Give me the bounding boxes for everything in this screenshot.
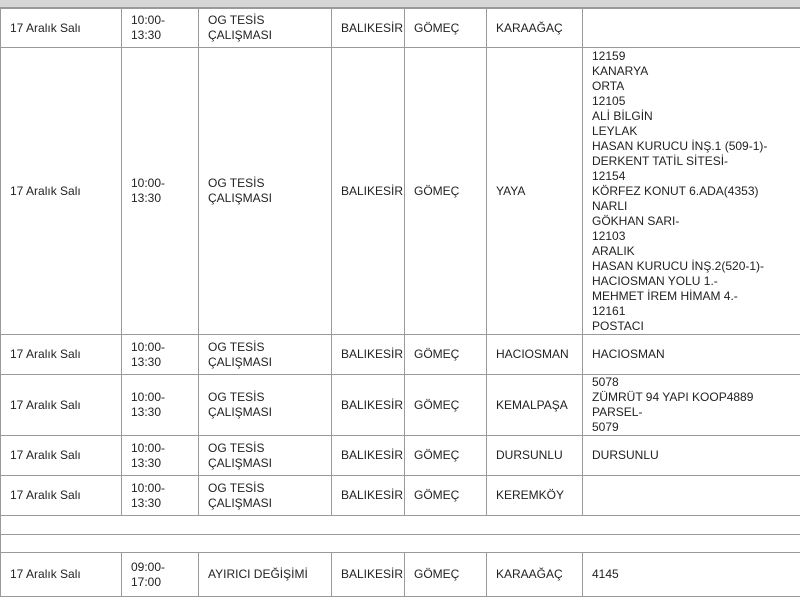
table-row	[1, 9, 800, 48]
date-cell: 17 Aralık Salı	[1, 9, 122, 48]
street-entry: HASAN KURUCU İNŞ.2(520-1)-	[592, 258, 765, 273]
street-entry: DERKENT TATİL SİTESİ-	[592, 153, 729, 168]
village-cell: DURSUNLU	[487, 436, 583, 476]
street-entry: ALİ BİLGİN	[592, 108, 653, 123]
time-cell	[122, 48, 199, 335]
streets-cell	[583, 9, 800, 48]
time-cell	[122, 335, 199, 375]
street-entry: 12161	[592, 303, 626, 318]
street-entry: 12105	[592, 93, 626, 108]
time-start: 10:00-	[131, 440, 166, 455]
village-cell: KEREMKÖY	[487, 476, 583, 516]
district-cell: GÖMEÇ	[405, 476, 487, 516]
street-entry: MEHMET İREM HİMAM 4.-	[592, 288, 738, 303]
outage-table-body	[1, 9, 800, 516]
time-end: 13:30	[131, 405, 162, 419]
streets-cell	[583, 48, 800, 335]
time-end: 13:30	[131, 354, 162, 369]
street-entry: 12154	[592, 168, 626, 183]
city-cell: BALIKESİR	[332, 48, 405, 335]
district-cell: GÖMEÇ	[405, 9, 487, 48]
date-cell: 17 Aralık Salı	[1, 375, 122, 436]
street-entry: ORTA	[592, 78, 625, 93]
district-cell: GÖMEÇ	[405, 335, 487, 375]
reason-line-2: ÇALIŞMASI	[208, 28, 273, 42]
reason-cell	[199, 335, 332, 375]
reason-cell	[199, 436, 332, 476]
date-cell: 17 Aralık Salı	[1, 48, 122, 335]
street-entry: 5078	[592, 375, 619, 389]
street-entry: 12103	[592, 228, 626, 243]
city-cell: BALIKESİR	[332, 335, 405, 375]
street-entry: NARLI	[592, 198, 628, 213]
district-cell: GÖMEÇ	[405, 553, 487, 597]
date-cell: 17 Aralık Salı	[1, 436, 122, 476]
time-end: 17:00	[131, 574, 162, 589]
reason-line-1: OG TESİS	[208, 13, 265, 27]
time-end: 13:30	[131, 191, 162, 205]
time-start: 10:00-	[131, 13, 166, 27]
table-row	[1, 436, 800, 476]
time-start: 09:00-	[131, 559, 166, 574]
street-entry: ARALIK	[592, 243, 635, 258]
streets-cell	[583, 375, 800, 436]
streets-cell	[583, 436, 800, 476]
district-cell: GÖMEÇ	[405, 375, 487, 436]
reason-line-1: OG TESİS	[208, 176, 265, 190]
time-cell	[122, 436, 199, 476]
district-cell: GÖMEÇ	[405, 436, 487, 476]
time-cell	[122, 375, 199, 436]
street-entry: LEYLAK	[592, 123, 638, 138]
reason-cell: AYIRICI DEĞİŞİMİ	[199, 553, 332, 597]
village-cell: KARAAĞAÇ	[487, 553, 583, 597]
city-cell: BALIKESİR	[332, 375, 405, 436]
table-row	[1, 335, 800, 375]
table-row	[1, 375, 800, 436]
street-entry: KANARYA	[592, 63, 649, 78]
city-cell: BALIKESİR	[332, 553, 405, 597]
table-row	[1, 476, 800, 516]
street-entry: 4145	[592, 567, 619, 581]
row-divider	[0, 515, 800, 516]
city-cell: BALIKESİR	[332, 9, 405, 48]
reason-line-1: OG TESİS	[208, 390, 265, 404]
street-entry: KÖRFEZ KONUT 6.ADA(4353)	[592, 183, 759, 198]
streets-cell	[583, 476, 800, 516]
street-entry: HACIOSMAN	[592, 347, 665, 361]
street-entry: POSTACI	[592, 318, 644, 333]
table-row	[1, 553, 800, 597]
time-end: 13:30	[131, 28, 162, 42]
street-entry: HASAN KURUCU İNŞ.1 (509-1)-	[592, 138, 768, 153]
outage-table-continued	[0, 552, 800, 597]
reason-cell	[199, 48, 332, 335]
street-entry: HACIOSMAN YOLU 1.-	[592, 273, 718, 288]
street-entry: 12159	[592, 48, 626, 63]
table-row	[1, 48, 800, 335]
village-cell: KARAAĞAÇ	[487, 9, 583, 48]
time-cell	[122, 476, 199, 516]
reason-line-1: OG TESİS	[208, 440, 265, 455]
time-start: 10:00-	[131, 176, 166, 190]
street-entry: 5079	[592, 420, 619, 434]
time-end: 13:30	[131, 455, 162, 470]
reason-line-1: OG TESİS	[208, 339, 265, 354]
outage-table	[0, 8, 800, 516]
district-cell: GÖMEÇ	[405, 48, 487, 335]
street-entry: GÖKHAN SARI-	[592, 213, 680, 228]
time-end: 13:30	[131, 495, 162, 510]
reason-line-2: ÇALIŞMASI	[208, 455, 273, 470]
date-cell: 17 Aralık Salı	[1, 476, 122, 516]
village-cell: KEMALPAŞA	[487, 375, 583, 436]
reason-cell	[199, 9, 332, 48]
village-cell: HACIOSMAN	[487, 335, 583, 375]
village-cell: YAYA	[487, 48, 583, 335]
reason-line-1: OG TESİS	[208, 480, 265, 495]
reason-line-2: ÇALIŞMASI	[208, 354, 273, 369]
time-start: 10:00-	[131, 339, 166, 354]
streets-cell	[583, 335, 800, 375]
time-cell	[122, 9, 199, 48]
city-cell: BALIKESİR	[332, 436, 405, 476]
reason-line-2: ÇALIŞMASI	[208, 495, 273, 510]
reason-cell	[199, 375, 332, 436]
street-entry: PARSEL-	[592, 405, 643, 419]
time-start: 10:00-	[131, 480, 166, 495]
reason-cell	[199, 476, 332, 516]
table-top-edge	[0, 0, 800, 8]
city-cell: BALIKESİR	[332, 476, 405, 516]
reason-line-2: ÇALIŞMASI	[208, 191, 273, 205]
time-cell	[122, 553, 199, 597]
row-divider	[0, 534, 800, 535]
street-entry: DURSUNLU	[592, 448, 659, 462]
date-cell: 17 Aralık Salı	[1, 335, 122, 375]
street-entry: ZÜMRÜT 94 YAPI KOOP4889	[592, 390, 754, 404]
streets-cell	[583, 553, 800, 597]
time-start: 10:00-	[131, 390, 166, 404]
reason-line-2: ÇALIŞMASI	[208, 405, 273, 419]
date-cell: 17 Aralık Salı	[1, 553, 122, 597]
